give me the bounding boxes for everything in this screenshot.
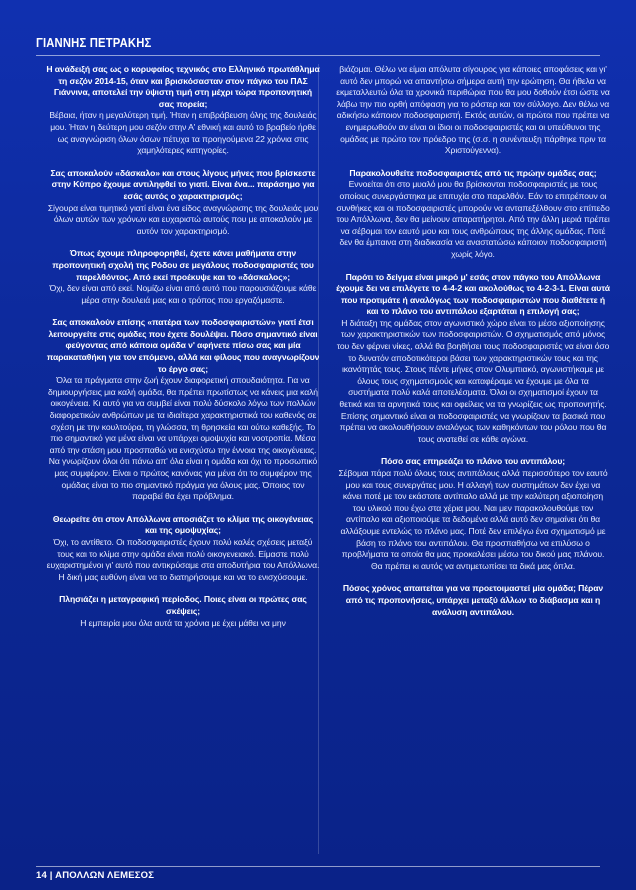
paragraph-gap	[46, 306, 320, 317]
interview-answer: Η εμπειρία μου όλα αυτά τα χρόνια με έχει μάθει να μην	[80, 617, 286, 628]
page-header	[36, 34, 600, 56]
interview-question: Σας αποκαλούν «δάσκαλο» και στους λίγους μήνες που βρίσκεστε στην Κύπρο έχουμε αντιληφθεί το γιατί. Είναι ένα... παράσημο για εσάς αυτός ο χαρακτηρισμός;	[50, 167, 316, 201]
interview-answer: Η διάταξη της ομάδας στον αγωνιστικό χώρο είναι το μέσο αξιοποίησης των χαρακτηριστικών των ποδοσφαιριστών. Ο σχηματισμός από μόνος του δεν φέρνει νίκες, αλλά θα βοηθήσει τους ποδοσφαιριστές να είναι όσο το δυνατόν αποδοτικότεροι βάσει των χαρακτηριστικών τους και της ικανότητάς τους. Στους πέντε μήνες στον Ολυμπιακό, αγωνιστήκαμε με όλους τους σχηματισμούς και καταφέραμε να έχουμε με όλα τα συστήματα πολύ καλά αποτελέσματα. Όλοι οι σχηματισμοί έχουν τα θετικά και τα αρνητικά τους και οφείλεις να τα γνωρίζεις ως προπονητής. Επίσης σημαντικό είναι οι ποδοσφαιριστές να γνωρίζουν τα βασικά που πρέπει να ακολουθήσουν αναλόγως των καθηκόντων του ρόλου που θα τους ανατεθεί σε κάθε αγώνα.	[336, 317, 610, 444]
paragraph-gap	[336, 157, 610, 168]
page-number-label: 14 | ΑΠΟΛΛΩΝ ΛΕΜΕΣΟΣ	[36, 870, 155, 881]
paragraph-gap	[46, 237, 320, 248]
interview-answer: Βέβαια, ήταν η μεγαλύτερη τιμή. Ήταν η επιβράβευση όλης της δουλειάς μου. Ήταν η δεύτερη μου σεζόν στην Α' εθνική και αυτό το βραβείο ήρθε ως αναγνώριση όλων όσων πέτυχα τα προηγούμενα 22 χρόνια στις χαμηλότερες κατηγορίες.	[49, 110, 317, 156]
interview-question: Παρότι το δείγμα είναι μικρό μ' εσάς στον πάγκο του Απόλλωνα έχουμε δει να επιλέγετε το 4-4-2 και ακολούθως το 4-2-3-1. Είναι αυτά που προτιμάτε ή αναλόγως των ποδοσφαιριστών που διαθέτετε ή και το πλάνο του αντιπάλου εξαρτάται η επιλογή σας;	[336, 271, 610, 317]
interview-answer: Σίγουρα είναι τιμητικό γιατί είναι ένα είδος αναγνώρισης της δουλειάς μου όλων αυτών των χρόνων και ευχαριστώ αυτούς που με αποκαλούν με αυτόν τον χαρακτηρισμό.	[47, 202, 319, 236]
interview-answer: Εννοείται ότι στο μυαλό μου θα βρίσκονται ποδοσφαιριστές με τους οποίους συνεργάστηκα με επιτυχία στο παρελθόν. Εάν το επιτρέπουν οι συνθήκες και οι ποδοσφαιριστές μπορούν να ανταπεξέλθουν στο επίπεδο του Απόλλωνα, δεν θα μείνουν απαρατήρητοι. Από την άλλη μεριά πρέπει να σέβομαι τον εαυτό μου και τους ανθρώπους της άλλης ομάδας. Ποτέ δεν θα έμπαινα στη διαδικασία να αναστατώσω κάποιον ποδοσφαιριστή χωρίς λόγο.	[336, 179, 610, 259]
interview-question: Παρακολουθείτε ποδοσφαιριστές από τις πρώην ομάδες σας;	[349, 167, 597, 178]
paragraph-gap	[336, 572, 610, 583]
interview-question: Θεωρείτε ότι στον Απόλλωνα αποσιάζετ το κλίμα της οικογένειας και της ομοψυχίας;	[52, 513, 314, 536]
interview-question: Πλησιάζει η μεταγραφική περίοδος. Ποιες είναι οι πρώτες σας σκέψεις;	[59, 594, 307, 616]
paragraph-gap	[336, 445, 610, 456]
paragraph-gap	[46, 157, 320, 168]
interview-answer: Σέβομαι πάρα πολύ όλους τους αντιπάλους αλλά περισσότερο τον εαυτό μου και τους συνεργάτες μου. Η αλλαγή των συστημάτων δεν έχει να κάνει ποτέ με τον εκάστοτε αντίπαλο αλλά με την καλύτερη αξιοποίηση του υλικού που έχω στα χέρια μου. Ναι μεν παρακολουθούμε τον αντίπαλο και αξιοποιούμε τα δεδομένα αλλά αυτό δεν σημαίνει ότι θα αλλάξουμε εντελώς το πλάνο μας. Ποτέ δεν επιλέγω ένα σχηματισμό με βάση το πλάνο του αντιπάλου. Θα προσπαθήσω να επιλύσω ο προβλήματα τα οποία θα μας προκαλέσει μέσω του δικού μας πλάνου. Θα πρέπει κι αυτός να αντιμετωπίσει τα δικά μας όπλα.	[338, 468, 608, 571]
author-name: ΓΙΑΝΝΗΣ ΠΕΤΡΑΚΗΣ	[36, 36, 152, 50]
interview-answer: βιάζομαι. Θέλω να είμαι απόλυτα σίγουρος για κάποιες αποφάσεις και γι' αυτό δεν μπορώ να απαντήσω σήμερα αυτή την ερώτηση. Θα ήθελα να εκμεταλλευτώ όλα τα χρονικά περιθώρια που θα μου δοθούν έτσι ώστε να λάβω την πιο ορθή απόφαση για το ρόστερ και τον σύλλογο. Δεν θέλω να αδικήσω κάποιον ποδοσφαιριστή. Εκτός αυτών, οι πρώτοι που πρέπει να ενημερωθούν αν είναι οι ίδιοι οι ποδοσφαιριστές και οι υπεύθυνοι της ομάδας με πρώτο τον πρόεδρο της (σ.σ. η συνέντευξη πάρθηκε πριν τα Χριστούγεννα).	[336, 64, 610, 156]
column-divider	[318, 64, 319, 854]
interview-question: Πόσο σας επηρεάζει το πλάνο του αντιπάλου;	[381, 456, 565, 467]
interview-answer: Όχι, το αντίθετο. Οι ποδοσφαιριστές έχουν πολύ καλές σχέσεις μεταξύ τους και το κλίμα στην ομάδα είναι πολύ οικογενειακό. Είμαστε πολύ ευχαριστημένοι γι' αυτό που αντικρύσαμε στα αποδυτήρια του Απόλλωνα. Η δική μας ευθύνη είναι να το διατηρήσουμε και να το ενισχύσουμε.	[46, 536, 320, 582]
interview-question: Σας αποκαλούν επίσης «πατέρα των ποδοσφαιριστών» γιατί έτσι λειτουργείτε στις ομάδες που έχετε δουλέψει. Πόσο σημαντικό είναι φεύγοντας από κάποια ομάδα ν' αφήνετε πίσω σας και μία παρακαταθήκη για τον επόμενο, αλλά και φίλους που αναγνωρίζουν το έργο σας;	[46, 317, 320, 374]
page-footer	[36, 866, 600, 886]
interview-question: Πόσος χρόνος απαιτείται για να προετοιμαστεί μία ομάδα; Πέραν από τις προπονήσεις, υπάρχει μεταξύ άλλων το διάβασμα και η ανάλυση αντιπάλου.	[342, 583, 604, 617]
paragraph-gap	[46, 503, 320, 514]
interview-question: Η ανάδειξή σας ως ο κορυφαίος τεχνικός στο Ελληνικό πρωτάθλημα τη σεζόν 2014-15, όταν και βρισκόσασταν στον πάγκο του ΠΑΣ Γιάννινα, αποτελεί την ύψιστη τιμή στη μέχρι τώρα προπονητική σας πορεία;	[46, 64, 320, 109]
paragraph-gap	[46, 583, 320, 594]
interview-answer: Όλα τα πράγματα στην ζωή έχουν διαφορετική σπουδαιότητα. Για να δημιουργήσεις μια καλή ομάδα, θα πρέπει πρωτίστως να κάνεις μια καλή οικογένεια. Κι αυτό για να συμβεί είναι πολύ δύσκολο λόγω των πολλών διαφορετικών ανθρώπων με τα ιδιαίτερα χαρακτηριστικά του καθενός σε σχέση με την κουλτούρα, τη γλώσσα, τη θρησκεία και ούτω καθεξής. Το πιο σημαντικό για μένα είναι να υπάρχει ομοψυχία και νοοτροπία. Μέσα από την στάση μου προσπαθώ να ενισχύσω την έννοια της οικογένειας. Να γνωρίζουν όλοι ότι πάνω απ' όλα είναι η ομάδα και όχι το προσωπικό μας συμφέρον. Είναι ο πρώτος κανόνας για μένα ότι το συμφέρον της ομάδας είναι το πιο σημαντικό πράγμα για όλους μας. Όποιος τον παραβεί θα έχει πρόβλημα.	[48, 375, 318, 502]
interview-question: Όπως έχουμε πληροφορηθεί, έχετε κάνει μαθήματα στην προπονητική σχολή της Ρόδου σε μεγάλους ποδοσφαιριστές του παρελθόντος. Από εκεί προέκυψε και το «δάσκαλος»;	[52, 248, 314, 282]
left-column	[46, 64, 320, 629]
paragraph-gap	[336, 261, 610, 272]
right-column	[336, 64, 610, 618]
interview-answer: Όχι, δεν είναι από εκεί. Νομίζω είναι από αυτό που παρουσιάζουμε κάθε μέρα στην δουλειά μας και ο τρόπος που εργαζόμαστε.	[49, 283, 317, 305]
